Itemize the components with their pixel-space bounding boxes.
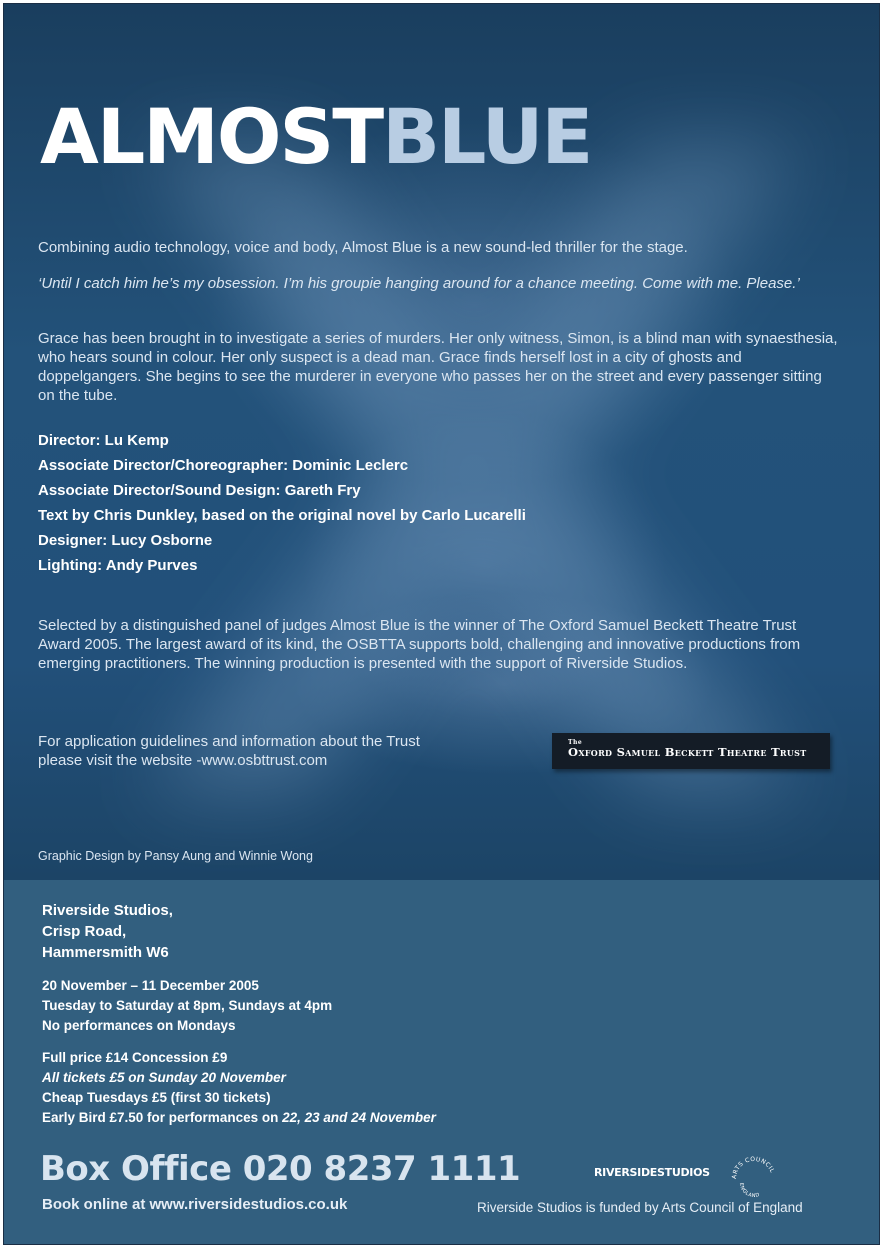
quote-text: ‘Until I catch him he’s my obsession. I’m his groupie hanging around for a chance meeting. Come with me. Please.’ xyxy=(38,275,800,292)
venue-address xyxy=(42,900,173,963)
credit-text: Text by Chris Dunkley, based on the original novel by Carlo Lucarelli xyxy=(38,507,526,524)
price-early-bird-label: Early Bird £7.50 for performances on xyxy=(42,1110,283,1125)
credit-designer: Designer: Lucy Osborne xyxy=(38,532,213,549)
box-office: Box Office 020 8237 1111 xyxy=(40,1149,521,1189)
no-performances: No performances on Mondays xyxy=(42,1018,236,1033)
ace-logo-top: ARTS COUNCIL xyxy=(730,1155,776,1180)
trust-logo xyxy=(552,733,830,769)
funding-note: Riverside Studios is funded by Arts Council of England xyxy=(477,1200,803,1215)
intro-text: Combining audio technology, voice and body, Almost Blue is a new sound-led thriller for the stage. xyxy=(38,239,688,256)
book-online[interactable]: Book online at www.riversidestudios.co.uk xyxy=(42,1196,348,1213)
price-early-bird xyxy=(42,1108,436,1128)
price-sunday: All tickets £5 on Sunday 20 November xyxy=(42,1070,286,1085)
credit-associate-choreographer: Associate Director/Choreographer: Dominic Leclerc xyxy=(38,457,409,474)
show-times: Tuesday to Saturday at 8pm, Sundays at 4pm xyxy=(42,998,333,1013)
info-panel xyxy=(4,880,880,1245)
price-full: Full price £14 Concession £9 xyxy=(42,1050,228,1065)
ace-logo-bottom: ENGLAND xyxy=(737,1182,761,1199)
price-cheap-tuesdays: Cheap Tuesdays £5 (first 30 tickets) xyxy=(42,1090,271,1105)
credit-sound-design: Associate Director/Sound Design: Gareth Fry xyxy=(38,482,361,499)
svg-text:ENGLAND xyxy=(738,1182,761,1199)
synopsis-text: Grace has been brought in to investigate a series of murders. Her only witness, Simon, is a blind man with synaesthesia, who hears sound in colour. Her only suspect is a dead man. Grace finds herself lost in a city of ghosts and doppelgangers. She begins to see the murderer in everyone who passes her on the street and every passenger sitting on the tube. xyxy=(38,330,838,404)
venue-line-3: Hammersmith W6 xyxy=(42,944,169,961)
title-almost: ALMOST xyxy=(40,92,383,181)
date-range: 20 November – 11 December 2005 xyxy=(42,978,259,993)
title-blue: BLUE xyxy=(382,92,592,181)
performance-dates xyxy=(42,976,332,1036)
website-line-2[interactable]: please visit the website -www.osbttrust.com xyxy=(38,752,328,769)
credit-director: Director: Lu Kemp xyxy=(38,432,169,449)
hero-panel xyxy=(4,4,880,880)
ticket-prices xyxy=(42,1048,436,1128)
price-early-bird-dates: 22, 23 and 24 November xyxy=(282,1110,436,1125)
arts-council-logo xyxy=(724,1149,784,1199)
trust-logo-name: Oxford Samuel Beckett Theatre Trust xyxy=(568,745,807,759)
credit-lighting: Lighting: Andy Purves xyxy=(38,557,198,574)
page-title xyxy=(40,92,592,181)
riverside-studios-logo: RIVERSIDESTUDIOS xyxy=(594,1166,710,1179)
trust-logo-prefix: The xyxy=(568,739,583,746)
design-credit: Graphic Design by Pansy Aung and Winnie Wong xyxy=(38,849,313,863)
website-info xyxy=(38,732,420,770)
svg-text:ARTS COUNCIL xyxy=(731,1156,776,1179)
award-text: Selected by a distinguished panel of judges Almost Blue is the winner of The Oxford Samuel Beckett Theatre Trust Award 2005. The largest award of its kind, the OSBTTA supports bold, challenging and innovative productions from emerging practitioners. The winning production is presented with the support of Riverside Studios. xyxy=(38,617,801,672)
venue-line-1: Riverside Studios, xyxy=(42,902,173,919)
venue-line-2: Crisp Road, xyxy=(42,923,127,940)
flyer xyxy=(3,3,880,1245)
website-line-1: For application guidelines and information about the Trust xyxy=(38,733,420,750)
